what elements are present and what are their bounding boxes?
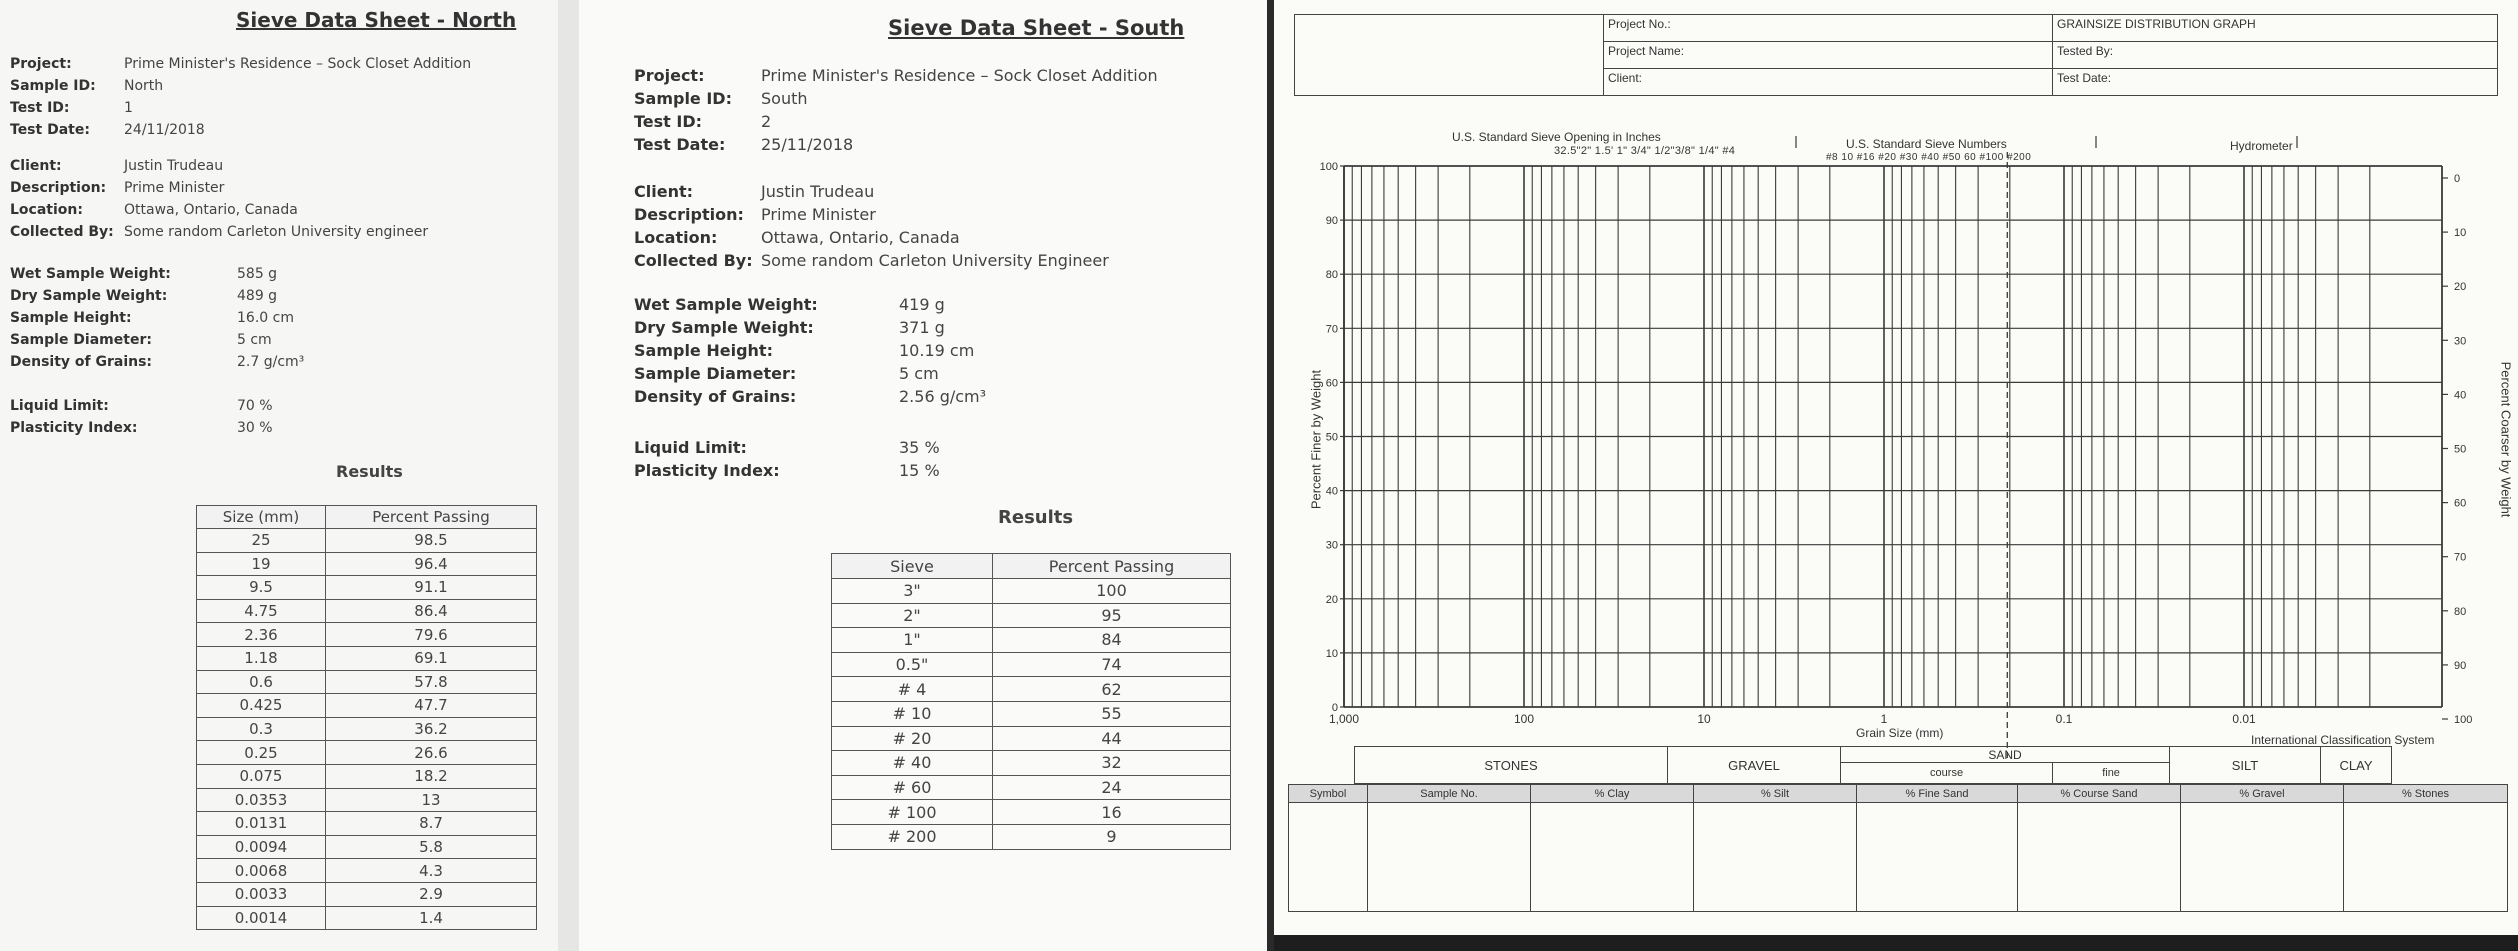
percent-cell: 57.8 (326, 670, 537, 694)
percent-cell: 95 (993, 603, 1231, 628)
table-row (197, 835, 537, 859)
percent-cell: 1.4 (326, 906, 537, 930)
percent-cell: 24 (993, 775, 1231, 800)
class-stones: STONES (1355, 747, 1668, 784)
table-row (197, 859, 537, 883)
south-sheet (579, 0, 1267, 951)
north-client-value: Justin Trudeau (124, 158, 224, 174)
south-info-value: Prime Minister's Residence – Sock Closet Addition (761, 66, 1158, 85)
sieve-opening-label: U.S. Standard Sieve Opening in Inches (1452, 130, 1661, 144)
south-info-value: 2 (761, 112, 772, 131)
percent-cell: 13 (326, 788, 537, 812)
header-project-no: Project No.: (1604, 15, 2053, 42)
north-client-label: Collected By: (10, 224, 114, 240)
page-gap (558, 0, 580, 951)
table-row (832, 677, 1231, 702)
hydrometer-label: Hydrometer (2230, 139, 2293, 153)
table-row (197, 646, 537, 670)
south-col-sieve: Sieve (832, 554, 993, 579)
north-sheet (0, 0, 578, 951)
y-left-label: Percent Finer by Weight (1308, 369, 1324, 510)
north-sample-value: 489 g (237, 288, 278, 304)
y-left-tick-label: 70 (1325, 323, 1338, 336)
south-info-value: South (761, 89, 808, 108)
summary-col-course-sand: % Course Sand (2018, 785, 2181, 803)
percent-cell: 100 (993, 579, 1231, 604)
percent-cell: 69.1 (326, 646, 537, 670)
south-sample-value: 2.56 g/cm³ (899, 387, 987, 406)
table-row (197, 599, 537, 623)
percent-cell: 96.4 (326, 552, 537, 576)
size-cell: 0.075 (197, 764, 326, 788)
south-client-value: Justin Trudeau (761, 182, 875, 201)
north-limits-value: 30 % (237, 420, 273, 436)
class-sand: SAND (1841, 747, 2170, 763)
percent-cell: 47.7 (326, 694, 537, 718)
table-row (197, 882, 537, 906)
x-tick-label: 0.1 (2055, 712, 2073, 726)
summary-col-sample: Sample No. (1368, 785, 1531, 803)
percent-cell: 55 (993, 701, 1231, 726)
percent-cell: 16 (993, 800, 1231, 825)
y-right-tick-label: 70 (2454, 551, 2467, 564)
size-cell: 25 (197, 529, 326, 553)
percent-cell: 18.2 (326, 764, 537, 788)
y-left-tick-label: 80 (1325, 269, 1338, 282)
y-right-tick-label: 10 (2454, 227, 2467, 240)
north-info-value: North (124, 78, 164, 94)
size-cell: 3" (832, 579, 993, 604)
south-sample-value: 371 g (899, 318, 945, 337)
y-left-tick-label: 10 (1325, 647, 1338, 660)
north-sample-label: Wet Sample Weight: (10, 266, 171, 282)
summary-cell[interactable] (2018, 803, 2181, 912)
table-row (832, 824, 1231, 849)
percent-cell: 26.6 (326, 741, 537, 765)
table-row (197, 812, 537, 836)
size-cell: 0.0353 (197, 788, 326, 812)
north-info-label: Test ID: (10, 100, 70, 116)
class-sand-course: course (1841, 763, 2053, 784)
percent-cell: 32 (993, 751, 1231, 776)
summary-cell[interactable] (1289, 803, 1368, 912)
size-cell: 0.425 (197, 694, 326, 718)
south-client-value: Ottawa, Ontario, Canada (761, 228, 960, 247)
sieve-number-label: U.S. Standard Sieve Numbers (1846, 137, 2007, 151)
percent-cell: 84 (993, 628, 1231, 653)
size-cell: 2.36 (197, 623, 326, 647)
summary-col-fine-sand: % Fine Sand (1857, 785, 2018, 803)
percent-cell: 91.1 (326, 576, 537, 600)
table-row (832, 751, 1231, 776)
x-tick-label: 1 (1880, 712, 1888, 726)
y-right-tick-label: 30 (2454, 335, 2467, 348)
size-cell: 1" (832, 628, 993, 653)
size-cell: 2" (832, 603, 993, 628)
north-info-value: 24/11/2018 (124, 122, 205, 138)
x-tick-label: 100 (1513, 712, 1535, 726)
percent-cell: 2.9 (326, 882, 537, 906)
percent-cell: 98.5 (326, 529, 537, 553)
size-cell: 0.5" (832, 652, 993, 677)
table-row (832, 628, 1231, 653)
table-row (197, 906, 537, 930)
north-sample-label: Sample Height: (10, 310, 132, 326)
y-left-tick-label: 50 (1325, 431, 1338, 444)
y-right-tick-label: 40 (2454, 389, 2467, 402)
size-cell: 0.0014 (197, 906, 326, 930)
south-client-value: Prime Minister (761, 205, 876, 224)
south-title: Sieve Data Sheet - South (888, 16, 1185, 40)
table-row (197, 623, 537, 647)
y-left-tick-label: 100 (1319, 161, 1338, 173)
south-sample-value: 419 g (899, 295, 945, 314)
y-right-tick-label: 0 (2454, 173, 2461, 185)
size-cell: 4.75 (197, 599, 326, 623)
summary-col-symbol: Symbol (1289, 785, 1368, 803)
south-client-label: Collected By: (634, 251, 753, 270)
south-client-label: Description: (634, 205, 744, 224)
size-cell: # 20 (832, 726, 993, 751)
south-limits-value: 35 % (899, 438, 940, 457)
south-sample-label: Sample Height: (634, 341, 773, 360)
class-gravel: GRAVEL (1668, 747, 1841, 784)
header-project-name: Project Name: (1604, 42, 2053, 69)
y-right-tick-label: 100 (2454, 714, 2473, 726)
south-info-label: Test ID: (634, 112, 703, 131)
south-sample-label: Dry Sample Weight: (634, 318, 814, 337)
table-row (197, 694, 537, 718)
table-row (197, 552, 537, 576)
classification-table (1354, 746, 2392, 784)
y-right-tick-label: 50 (2454, 443, 2467, 456)
size-cell: # 100 (832, 800, 993, 825)
graph-sheet (1274, 0, 2518, 935)
north-client-value: Prime Minister (124, 180, 225, 196)
y-right-tick-label: 80 (2454, 605, 2467, 618)
north-info-label: Sample ID: (10, 78, 96, 94)
south-col-passing: Percent Passing (993, 554, 1231, 579)
south-results-title: Results (998, 507, 1074, 528)
north-sample-label: Dry Sample Weight: (10, 288, 168, 304)
table-row (832, 726, 1231, 751)
south-info-label: Sample ID: (634, 89, 732, 108)
north-sample-value: 5 cm (237, 332, 272, 348)
summary-col-silt: % Silt (1694, 785, 1857, 803)
table-row (197, 788, 537, 812)
x-tick-label: 10 (1697, 712, 1711, 726)
x-label: Grain Size (mm) (1856, 726, 1944, 740)
south-client-label: Client: (634, 182, 693, 201)
south-sample-label: Wet Sample Weight: (634, 295, 818, 314)
north-client-label: Description: (10, 180, 107, 196)
table-row (832, 775, 1231, 800)
summary-cell[interactable] (1531, 803, 1694, 912)
north-sample-value: 16.0 cm (237, 310, 294, 326)
table-row (197, 741, 537, 765)
y-right-tick-label: 90 (2454, 659, 2467, 672)
size-cell: 0.0094 (197, 835, 326, 859)
north-info-value: 1 (124, 100, 133, 116)
size-cell: 0.0033 (197, 882, 326, 906)
size-cell: 0.3 (197, 717, 326, 741)
table-row (832, 701, 1231, 726)
percent-cell: 36.2 (326, 717, 537, 741)
south-info-label: Project: (634, 66, 705, 85)
percent-cell: 4.3 (326, 859, 537, 883)
north-sample-value: 585 g (237, 266, 278, 282)
classification-label: International Classification System (2251, 733, 2435, 747)
north-sample-value: 2.7 g/cm³ (237, 354, 305, 370)
table-row (832, 603, 1231, 628)
south-sample-label: Density of Grains: (634, 387, 797, 406)
south-sample-value: 10.19 cm (899, 341, 975, 360)
class-silt: SILT (2170, 747, 2321, 784)
percent-cell: 74 (993, 652, 1231, 677)
sieve-inch-ticks: 32.5"2" 1.5' 1" 3/4" 1/2"3/8" 1/4" #4 (1554, 145, 1736, 157)
class-sand-fine: fine (2053, 763, 2170, 784)
table-row (832, 652, 1231, 677)
y-right-tick-label: 20 (2454, 281, 2467, 294)
sieve-number-ticks: #8 10 #16 #20 #30 #40 #50 60 #100 #200 (1826, 152, 2032, 163)
north-limits-label: Liquid Limit: (10, 398, 109, 414)
y-left-tick-label: 0 (1331, 702, 1338, 714)
north-title: Sieve Data Sheet - North (236, 8, 517, 32)
summary-col-stones: % Stones (2344, 785, 2508, 803)
y-left-tick-label: 90 (1325, 215, 1338, 228)
x-tick-label: 0.01 (2232, 712, 2256, 726)
percent-cell: 9 (993, 824, 1231, 849)
y-left-tick-label: 20 (1325, 593, 1338, 606)
south-sample-value: 5 cm (899, 364, 939, 383)
table-row (832, 579, 1231, 604)
north-info-value: Prime Minister's Residence – Sock Closet Addition (124, 56, 472, 72)
north-col-size: Size (mm) (197, 506, 326, 529)
x-tick-label: 1,000 (1328, 712, 1360, 726)
north-sample-label: Sample Diameter: (10, 332, 152, 348)
table-row (197, 717, 537, 741)
north-client-label: Client: (10, 158, 62, 174)
north-limits-label: Plasticity Index: (10, 420, 138, 436)
header-test-date: Test Date: (2053, 69, 2498, 96)
class-clay: CLAY (2321, 747, 2392, 784)
bottom-bar (1274, 935, 2518, 951)
north-client-value: Some random Carleton University engineer (124, 224, 429, 240)
south-info-value: 25/11/2018 (761, 135, 854, 154)
percent-cell: 86.4 (326, 599, 537, 623)
y-left-tick-label: 30 (1325, 539, 1338, 552)
size-cell: # 60 (832, 775, 993, 800)
south-sample-label: Sample Diameter: (634, 364, 797, 383)
summary-col-clay: % Clay (1531, 785, 1694, 803)
size-cell: # 200 (832, 824, 993, 849)
size-cell: 0.25 (197, 741, 326, 765)
summary-col-gravel: % Gravel (2181, 785, 2344, 803)
y-right-tick-label: 60 (2454, 497, 2467, 510)
south-info-label: Test Date: (634, 135, 726, 154)
header-client: Client: (1604, 69, 2053, 96)
size-cell: 0.6 (197, 670, 326, 694)
south-client-label: Location: (634, 228, 718, 247)
table-row (197, 576, 537, 600)
summary-cell[interactable] (1368, 803, 1531, 912)
size-cell: # 40 (832, 751, 993, 776)
size-cell: 0.0131 (197, 812, 326, 836)
north-client-value: Ottawa, Ontario, Canada (124, 202, 298, 218)
percent-cell: 5.8 (326, 835, 537, 859)
summary-table (1288, 784, 2508, 912)
north-results-table (196, 505, 537, 930)
south-limits-value: 15 % (899, 461, 940, 480)
percent-cell: 62 (993, 677, 1231, 702)
header-tested-by: Tested By: (2053, 42, 2498, 69)
north-info-label: Test Date: (10, 122, 90, 138)
north-info-label: Project: (10, 56, 72, 72)
north-client-label: Location: (10, 202, 83, 218)
north-col-passing: Percent Passing (326, 506, 537, 529)
percent-cell: 79.6 (326, 623, 537, 647)
summary-cell[interactable] (2181, 803, 2344, 912)
south-limits-label: Plasticity Index: (634, 461, 780, 480)
percent-cell: 8.7 (326, 812, 537, 836)
south-client-value: Some random Carleton University Engineer (761, 251, 1109, 270)
south-limits-label: Liquid Limit: (634, 438, 747, 457)
size-cell: 19 (197, 552, 326, 576)
table-row (832, 800, 1231, 825)
north-results-title: Results (336, 462, 403, 481)
summary-cell[interactable] (1857, 803, 2018, 912)
y-left-tick-label: 40 (1325, 485, 1338, 498)
north-limits-value: 70 % (237, 398, 273, 414)
size-cell: # 4 (832, 677, 993, 702)
percent-cell: 44 (993, 726, 1231, 751)
size-cell: 9.5 (197, 576, 326, 600)
table-row (197, 529, 537, 553)
summary-cell[interactable] (1694, 803, 1857, 912)
table-row (197, 670, 537, 694)
south-results-table (831, 553, 1231, 850)
size-cell: 1.18 (197, 646, 326, 670)
y-right-label: Percent Coarser by Weight (2498, 361, 2514, 518)
header-graph-title: GRAINSIZE DISTRIBUTION GRAPH (2053, 15, 2498, 42)
north-sample-label: Density of Grains: (10, 354, 153, 370)
size-cell: # 10 (832, 701, 993, 726)
y-left-tick-label: 60 (1325, 377, 1338, 390)
page-gap (1267, 0, 1274, 951)
table-row (197, 764, 537, 788)
size-cell: 0.0068 (197, 859, 326, 883)
summary-cell[interactable] (2344, 803, 2508, 912)
